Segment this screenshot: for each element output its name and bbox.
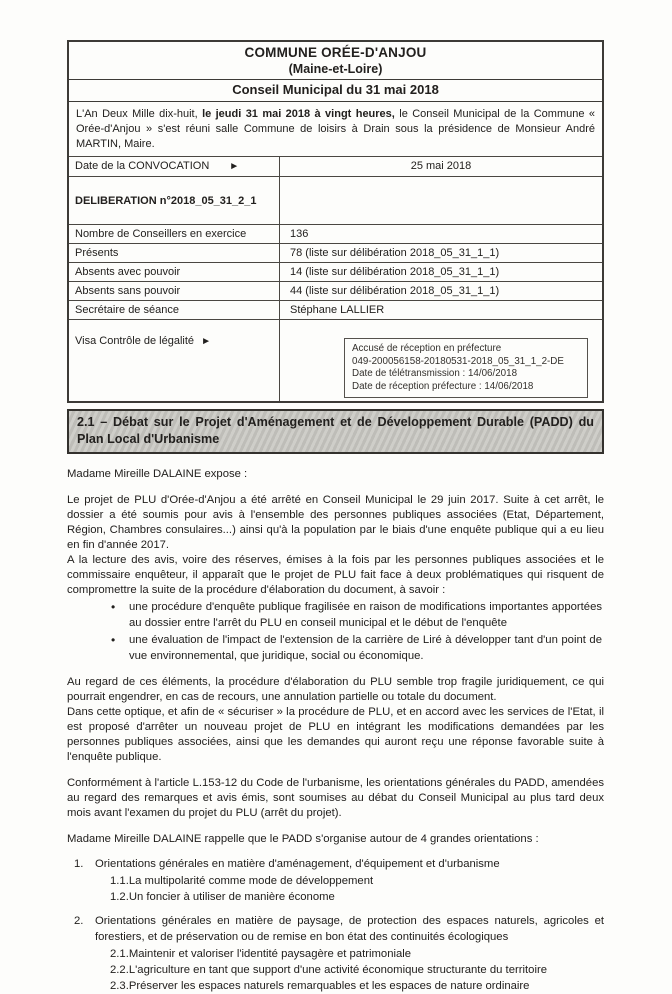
row-label: Absents sans pouvoir	[69, 282, 280, 300]
orientation-item	[67, 857, 604, 905]
intro-text-post: le Conseil Municipal de la Commune « Orée-d'Anjou » s'est réuni salle Commune de loisirs à Drain sous la présidence de Monsieur André MARTIN, Maire.	[76, 108, 595, 150]
table-row-convocation	[69, 156, 602, 176]
deliberation-number: DELIBERATION n°2018_05_31_2_1	[69, 177, 280, 224]
bullet-list	[67, 600, 604, 664]
row-label: Nombre de Conseillers en exercice	[69, 225, 280, 243]
paragraph-block	[67, 675, 604, 765]
paragraph-block	[67, 832, 604, 847]
body-paragraph: Au regard de ces éléments, la procédure d'élaboration du PLU semble trop fragile juridiquement, ce qui pourrait engendrer, en cas de recours, une annulation partielle ou totale du document.	[67, 676, 604, 704]
commune-name: COMMUNE ORÉE-D'ANJOU	[244, 45, 427, 60]
stamp-line: Date de télétransmission : 14/06/2018	[352, 368, 518, 379]
body-paragraph: Conformément à l'article L.153-12 du Code de l'urbanisme, les orientations générales du PADD, amendées au regard des remarques et avis émis, sont soumises au débat du Conseil Municipal au plus tard deux mois avant l'examen du projet du PLU (arrêt du projet).	[67, 777, 604, 820]
orientation-number: 1.	[74, 858, 84, 871]
departement-name: (Maine-et-Loire)	[288, 62, 383, 76]
row-value	[280, 177, 602, 224]
paragraph-block	[67, 776, 604, 821]
orientation-subitem: 2.1.Maintenir et valoriser l'identité paysagère et patrimoniale	[110, 947, 412, 960]
prefecture-stamp	[344, 338, 588, 398]
row-value: 136	[290, 228, 309, 240]
orientations-list	[67, 857, 604, 994]
body-paragraph: A la lecture des avis, voire des réserves, émises à la fois par les personnes publiques associées et le commissaire enquêteur, il apparaît que le projet de PLU fait face à deux problématiques qui risquent de compromettre la suite de la procédure d'élaboration du document, à savoir :	[67, 554, 604, 596]
bullet-item: • une évaluation de l'impact de l'extension de la carrière de Liré à développer tant d'un point de vue environnemental, que juridique, social ou économique.	[67, 633, 604, 664]
orientation-subitem: 2.3.Préserver les espaces naturels remarquables et les espaces de nature ordinaire	[110, 979, 530, 992]
visa-value-cell	[280, 320, 602, 401]
deliberation-body	[67, 467, 604, 994]
body-paragraph: Le projet de PLU d'Orée-d'Anjou a été arrêté en Conseil Municipal le 29 juin 2017. Suite à cet arrêt, le dossier a été soumis pour avis à l'ensemble des personnes publiques associées (Etat, Département, Région, Chambres consulaires...) ainsi qu'à la population par le biais d'une enquête publique qui a eu lieu en fin d'année 2017.	[67, 494, 604, 551]
row-value: 25 mai 2018	[410, 160, 472, 172]
session-title: Conseil Municipal du 31 mai 2018	[69, 79, 602, 101]
orientation-subitem: 1.1.La multipolarité comme mode de développement	[110, 874, 374, 887]
section-heading: 2.1 – Débat sur le Projet d'Aménagement et de Développement Durable (PADD) du Plan Local d'Urbanisme	[67, 409, 604, 454]
convocation-label: Date de la CONVOCATION	[75, 160, 210, 172]
right-arrow-icon: ►	[229, 161, 240, 172]
orientation-title: Orientations générales en matière d'aménagement, d'équipement et d'urbanisme	[95, 858, 500, 871]
paragraph-block	[67, 493, 604, 664]
bullet-item: • une procédure d'enquête publique fragilisée en raison de modifications importantes apportées au dossier entre l'arrêt du PLU en conseil municipal et le début de l'enquête	[67, 600, 604, 631]
table-row	[69, 300, 602, 319]
table-row-deliberation	[69, 176, 602, 224]
speaker-expose-line: Madame Mireille DALAINE expose :	[67, 468, 248, 480]
row-label: Absents avec pouvoir	[69, 263, 280, 281]
row-value: 78 (liste sur délibération 2018_05_31_1_1)	[290, 247, 500, 259]
intro-paragraph	[69, 101, 602, 156]
row-label	[69, 157, 280, 176]
row-value: Stéphane LALLIER	[290, 304, 385, 316]
table-row-visa	[69, 319, 602, 401]
table-row	[69, 243, 602, 262]
intro-text-bold: le jeudi 31 mai 2018 à vingt heures,	[202, 108, 395, 120]
orientation-title: Orientations générales en matière de paysage, de protection des espaces naturels, agricoles et forestiers, et de préservation ou de remise en bon état des continuités écologiques	[95, 915, 604, 943]
row-label: Secrétaire de séance	[69, 301, 280, 319]
table-row	[69, 224, 602, 243]
speaker-rappelle-line: Madame Mireille DALAINE rappelle que le PADD s'organise autour de 4 grandes orientations :	[67, 833, 539, 846]
orientation-subitem: 2.2.L'agriculture en tant que support d'une activité économique structurante du territoire	[110, 963, 547, 976]
stamp-line: 049-200056158-20180531-2018_05_31_1_2-DE	[352, 355, 564, 367]
right-arrow-icon: ►	[201, 336, 212, 347]
orientation-item	[67, 914, 604, 994]
meta-table	[67, 40, 604, 403]
stamp-line: Accusé de réception en préfecture	[352, 343, 502, 354]
stamp-line: Date de réception préfecture : 14/06/2018	[352, 380, 534, 392]
body-paragraph: Dans cette optique, et afin de « sécuriser » la procédure de PLU, et en accord avec les services de l'Etat, il est proposé d'arrêter un nouveau projet de PLU en intégrant les modifications demandées par les personnes publiques associées, ainsi que les demandes qui auront reçu une réponse favorable suite à l'enquête publique.	[67, 706, 604, 764]
orientation-number: 2.	[74, 915, 84, 928]
row-label: Présents	[69, 244, 280, 262]
visa-label: Visa Contrôle de légalité ►	[69, 320, 280, 401]
table-row	[69, 262, 602, 281]
table-row	[69, 281, 602, 300]
row-value: 14 (liste sur délibération 2018_05_31_1_1)	[290, 266, 500, 278]
orientation-subitem: 1.2.Un foncier à utiliser de manière économe	[110, 891, 335, 904]
table-header	[69, 42, 602, 79]
intro-text-pre: L'An Deux Mille dix-huit,	[76, 108, 203, 120]
row-value: 44 (liste sur délibération 2018_05_31_1_1)	[290, 285, 500, 297]
